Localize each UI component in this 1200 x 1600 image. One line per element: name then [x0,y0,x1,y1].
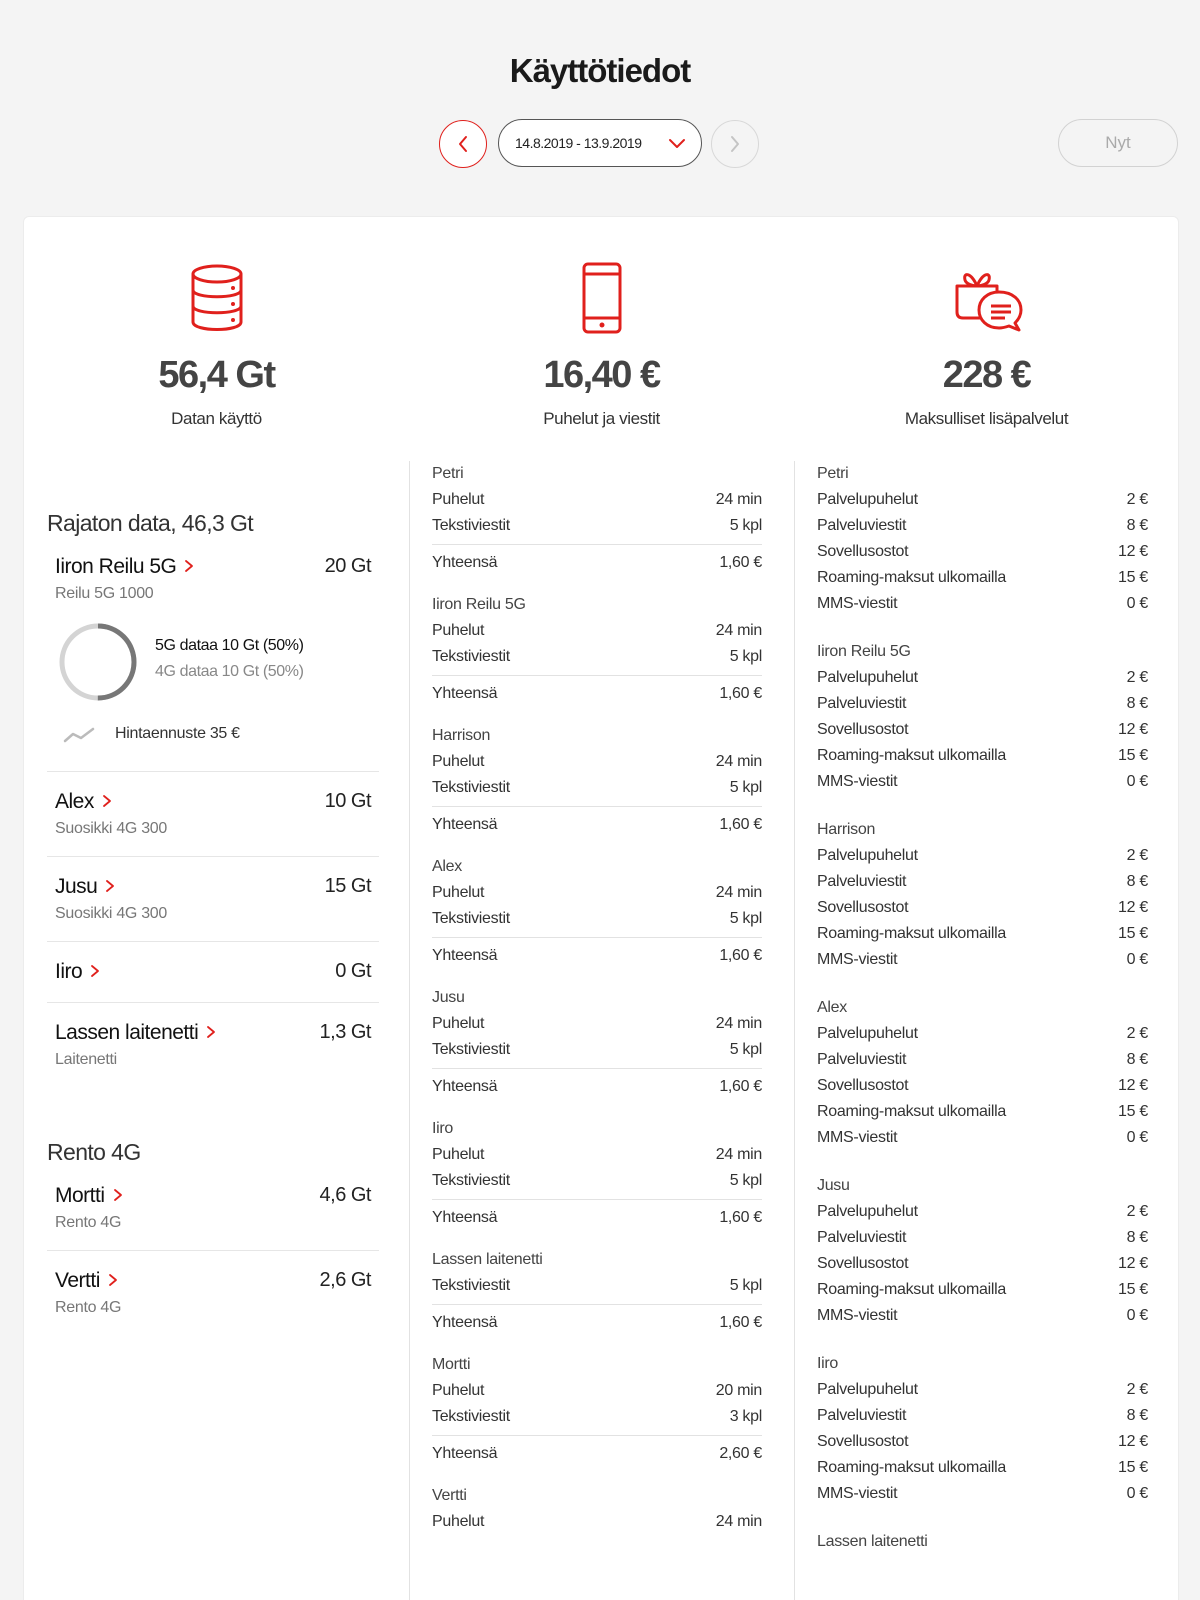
line-value: 8 € [1126,517,1148,534]
subscription-plan: Rento 4G [55,1299,122,1316]
calls-block [432,858,762,963]
subscription-name-label: Iiro [55,960,83,983]
calls-block-title: Lassen laitenetti [432,1251,543,1268]
line-label: Tekstiviestit [432,648,510,665]
calls-line [432,1509,762,1535]
calls-block [432,596,762,701]
line-value: 5 kpl [729,910,762,927]
line-value: 0 € [1126,1307,1148,1324]
calls-line [432,1168,762,1194]
line-value: 0 € [1126,595,1148,612]
line-label: Sovellusostot [817,1077,909,1094]
line-value: 2 € [1126,1025,1148,1042]
extras-line [817,591,1148,617]
extras-block-title: Lassen laitenetti [817,1533,928,1550]
subscription-name-label: Mortti [55,1184,105,1207]
extras-line [817,769,1148,795]
extras-line [817,1455,1148,1481]
subscription-amount: 0 Gt [335,960,371,982]
extras-block [817,821,1148,973]
line-label: MMS-viestit [817,1307,898,1324]
calls-total [432,1435,762,1461]
line-value: 8 € [1126,873,1148,890]
line-label: Puhelut [432,491,485,508]
calls-total [432,675,762,701]
line-label: MMS-viestit [817,595,898,612]
total-value: 1,60 € [719,947,762,964]
usage-card [23,216,1179,1600]
extras-block-title: Harrison [817,821,876,838]
line-label: Puhelut [432,753,485,770]
data-breakdown [55,619,379,709]
line-value: 2 € [1126,1203,1148,1220]
data-usage-summary [24,262,409,429]
extras-line [817,1251,1148,1277]
subscription-row[interactable] [47,772,379,856]
total-label: Yhteensä [432,1209,498,1226]
extras-block [817,1177,1148,1329]
line-label: Roaming-maksut ulkomailla [817,1103,1007,1120]
chevron-right-icon [102,792,112,812]
line-value: 15 € [1118,925,1148,942]
line-value: 8 € [1126,1407,1148,1424]
calls-block-title: Petri [432,465,464,482]
extras-line [817,1199,1148,1225]
extras-block [817,1533,1148,1551]
group-title: Rento 4G [47,1139,141,1165]
line-label: Sovellusostot [817,899,909,916]
calls-block-title: Alex [432,858,462,875]
subscription-row[interactable] [47,1184,379,1250]
line-label: Tekstiviestit [432,1408,510,1425]
subscription-plan: Suosikki 4G 300 [55,905,168,922]
line-value: 0 € [1126,773,1148,790]
calls-total [432,1199,762,1225]
column-divider [794,461,795,1600]
calls-line [432,1142,762,1168]
line-label: Puhelut [432,1015,485,1032]
subscription-plan: Reilu 5G 1000 [55,585,154,602]
price-forecast [55,723,379,753]
group-title: Rajaton data, 46,3 Gt [47,510,254,536]
extras-line [817,1225,1148,1251]
calls-summary [409,262,794,429]
subscription-amount: 4,6 Gt [319,1184,371,1206]
calls-block-title: Jusu [432,989,465,1006]
calls-label: Puhelut ja viestit [543,409,660,428]
total-label: Yhteensä [432,685,498,702]
extras-label: Maksulliset lisäpalvelut [904,409,1069,428]
subscription-name[interactable] [55,960,379,984]
extras-line [817,1021,1148,1047]
line-value: 5 kpl [729,517,762,534]
extras-line [817,921,1148,947]
extras-line [817,1377,1148,1403]
line-label: Roaming-maksut ulkomailla [817,747,1007,764]
period-select[interactable] [498,119,702,167]
legend-4g: 4G dataa 10 Gt (50%) [155,663,304,680]
total-label: Yhteensä [432,1314,498,1331]
subscription-row[interactable] [47,857,379,941]
line-label: Sovellusostot [817,543,909,560]
extras-summary [794,262,1179,429]
line-label: Palvelupuhelut [817,1381,918,1398]
line-value: 0 € [1126,1485,1148,1502]
subscription-name-label: Iiron Reilu 5G [55,555,177,578]
line-value: 15 € [1118,1103,1148,1120]
calls-line [432,1404,762,1430]
line-label: Roaming-maksut ulkomailla [817,1459,1007,1476]
extras-line [817,1403,1148,1429]
total-label: Yhteensä [432,947,498,964]
extras-block [817,1355,1148,1507]
line-value: 0 € [1126,1129,1148,1146]
line-value: 0 € [1126,951,1148,968]
price-forecast-label: Hintaennuste 35 € [115,725,240,742]
extras-block [817,999,1148,1151]
calls-line [432,487,762,513]
calls-block-title: Iiron Reilu 5G [432,596,526,613]
line-value: 2 € [1126,491,1148,508]
line-label: Roaming-maksut ulkomailla [817,925,1007,942]
subscription-name-label: Lassen laitenetti [55,1021,199,1044]
line-value: 12 € [1118,1255,1148,1272]
extras-line [817,513,1148,539]
extras-line [817,565,1148,591]
line-value: 8 € [1126,1051,1148,1068]
extras-line [817,1047,1148,1073]
calls-line [432,1378,762,1404]
line-value: 8 € [1126,1229,1148,1246]
line-label: Sovellusostot [817,1433,909,1450]
line-label: Palveluviestit [817,695,907,712]
trend-icon [63,725,97,745]
total-label: Yhteensä [432,1445,498,1462]
calls-line [432,1037,762,1063]
extras-line [817,1073,1148,1099]
line-label: Sovellusostot [817,721,909,738]
line-label: Palveluviestit [817,1229,907,1246]
total-value: 2,60 € [719,1445,762,1462]
chevron-right-icon [90,962,100,982]
data-usage-value: 56,4 Gt [158,354,275,396]
subscription-row[interactable] [47,1003,379,1087]
line-value: 24 min [715,1015,762,1032]
calls-block [432,1251,762,1330]
line-label: Tekstiviestit [432,1277,510,1294]
extras-line [817,1303,1148,1329]
line-label: MMS-viestit [817,773,898,790]
calls-block-title: Iiro [432,1120,454,1137]
line-label: Puhelut [432,622,485,639]
calls-line [432,644,762,670]
calls-line [432,906,762,932]
line-value: 2 € [1126,847,1148,864]
calls-total [432,544,762,570]
calls-total [432,1068,762,1094]
line-value: 5 kpl [729,779,762,796]
gift-message-icon [949,262,1025,334]
line-value: 2 € [1126,669,1148,686]
line-label: Tekstiviestit [432,517,510,534]
extras-line [817,691,1148,717]
line-label: Tekstiviestit [432,910,510,927]
line-value: 12 € [1118,721,1148,738]
calls-total [432,937,762,963]
extras-block-title: Petri [817,465,849,482]
line-value: 12 € [1118,899,1148,916]
line-value: 12 € [1118,543,1148,560]
next-period-button[interactable] [711,120,759,168]
database-icon [187,262,247,334]
line-value: 24 min [715,753,762,770]
subscription-name-label: Jusu [55,875,98,898]
extras-block-title: Jusu [817,1177,850,1194]
line-value: 12 € [1118,1077,1148,1094]
line-label: Sovellusostot [817,1255,909,1272]
subscription-plan: Rento 4G [55,1214,122,1231]
line-label: Tekstiviestit [432,779,510,796]
line-label: Palvelupuhelut [817,491,918,508]
line-label: MMS-viestit [817,1129,898,1146]
line-label: Palvelupuhelut [817,669,918,686]
extras-line [817,1277,1148,1303]
line-value: 24 min [715,622,762,639]
calls-value: 16,40 € [543,354,660,396]
calls-block-title: Harrison [432,727,491,744]
total-label: Yhteensä [432,1078,498,1095]
now-button[interactable]: Nyt [1058,119,1178,167]
data-usage-label: Datan käyttö [171,409,262,428]
data-usage-column [47,510,379,1335]
extras-line [817,539,1148,565]
extras-block [817,643,1148,795]
line-value: 5 kpl [729,648,762,665]
line-value: 24 min [715,884,762,901]
line-label: Palvelupuhelut [817,847,918,864]
chevron-right-icon [206,1023,216,1043]
line-label: Puhelut [432,1146,485,1163]
chevron-right-icon [728,134,742,154]
page-title: Käyttötiedot [509,52,691,89]
line-label: MMS-viestit [817,1485,898,1502]
line-value: 5 kpl [729,1172,762,1189]
line-label: Tekstiviestit [432,1041,510,1058]
calls-block [432,1356,762,1461]
extras-line [817,1125,1148,1151]
extras-line [817,843,1148,869]
line-value: 15 € [1118,1281,1148,1298]
phone-icon [580,262,624,334]
subscription-plan: Laitenetti [55,1051,117,1068]
line-value: 15 € [1118,747,1148,764]
subscription-name-label: Vertti [55,1269,100,1292]
calls-line [432,1273,762,1299]
subscription-row[interactable] [47,1251,379,1335]
chevron-right-icon [113,1186,123,1206]
line-label: Palveluviestit [817,1407,907,1424]
subscription-amount: 15 Gt [324,875,371,897]
subscription-amount: 10 Gt [324,790,371,812]
extras-line [817,895,1148,921]
total-value: 1,60 € [719,554,762,571]
subscription-name-label: Alex [55,790,94,813]
line-value: 12 € [1118,1433,1148,1450]
column-divider [409,461,410,1600]
extras-block-title: Iiron Reilu 5G [817,643,911,660]
total-value: 1,60 € [719,1209,762,1226]
line-value: 24 min [715,491,762,508]
extras-block [817,465,1148,617]
subscription-row[interactable] [47,555,379,771]
line-value: 5 kpl [729,1277,762,1294]
extras-line [817,947,1148,973]
period-label: 14.8.2019 - 13.9.2019 [515,135,642,151]
line-label: Palvelupuhelut [817,1025,918,1042]
total-value: 1,60 € [719,1078,762,1095]
calls-line [432,513,762,539]
chevron-right-icon [105,877,115,897]
calls-total [432,1304,762,1330]
extras-column [817,465,1148,1577]
line-label: Puhelut [432,884,485,901]
extras-line [817,1481,1148,1507]
subscription-amount: 1,3 Gt [319,1021,371,1043]
line-label: Puhelut [432,1513,485,1530]
calls-line [432,775,762,801]
calls-line [432,618,762,644]
calls-column [432,465,762,1561]
line-label: Palveluviestit [817,873,907,890]
calls-line [432,880,762,906]
chevron-right-icon [184,557,194,577]
total-label: Yhteensä [432,816,498,833]
total-label: Yhteensä [432,554,498,571]
chevron-right-icon [108,1271,118,1291]
extras-block-title: Alex [817,999,847,1016]
line-label: Palveluviestit [817,1051,907,1068]
line-value: 8 € [1126,695,1148,712]
legend-5g: 5G dataa 10 Gt (50%) [155,637,304,654]
line-value: 5 kpl [729,1041,762,1058]
extras-line [817,487,1148,513]
total-value: 1,60 € [719,685,762,702]
line-label: Palveluviestit [817,517,907,534]
total-value: 1,60 € [719,816,762,833]
extras-line [817,1099,1148,1125]
line-value: 15 € [1118,569,1148,586]
calls-block [432,1120,762,1225]
extras-block-title: Iiro [817,1355,839,1372]
subscription-row[interactable] [47,942,379,1002]
data-split-donut [55,619,141,705]
line-value: 24 min [715,1513,762,1530]
line-label: Roaming-maksut ulkomailla [817,1281,1007,1298]
line-value: 3 kpl [729,1408,762,1425]
line-value: 20 min [715,1382,762,1399]
previous-period-button[interactable] [439,120,487,168]
total-value: 1,60 € [719,1314,762,1331]
extras-line [817,743,1148,769]
line-label: Roaming-maksut ulkomailla [817,569,1007,586]
chevron-left-icon [456,134,470,154]
line-value: 24 min [715,1146,762,1163]
line-value: 2 € [1126,1381,1148,1398]
calls-block [432,465,762,570]
line-label: Palvelupuhelut [817,1203,918,1220]
calls-block-title: Mortti [432,1356,471,1373]
extras-line [817,665,1148,691]
calls-block [432,989,762,1094]
line-value: 15 € [1118,1459,1148,1476]
calls-line [432,1011,762,1037]
calls-line [432,749,762,775]
subscription-amount: 20 Gt [324,555,371,577]
subscription-amount: 2,6 Gt [319,1269,371,1291]
calls-block-title: Vertti [432,1487,467,1504]
calls-block [432,727,762,832]
calls-total [432,806,762,832]
calls-block [432,1487,762,1535]
chevron-down-icon [667,135,687,151]
line-label: Tekstiviestit [432,1172,510,1189]
extras-line [817,1429,1148,1455]
extras-value: 228 € [942,354,1031,396]
extras-line [817,717,1148,743]
line-label: Puhelut [432,1382,485,1399]
subscription-plan: Suosikki 4G 300 [55,820,168,837]
line-label: MMS-viestit [817,951,898,968]
data-breakdown-legend [155,633,304,685]
extras-line [817,869,1148,895]
